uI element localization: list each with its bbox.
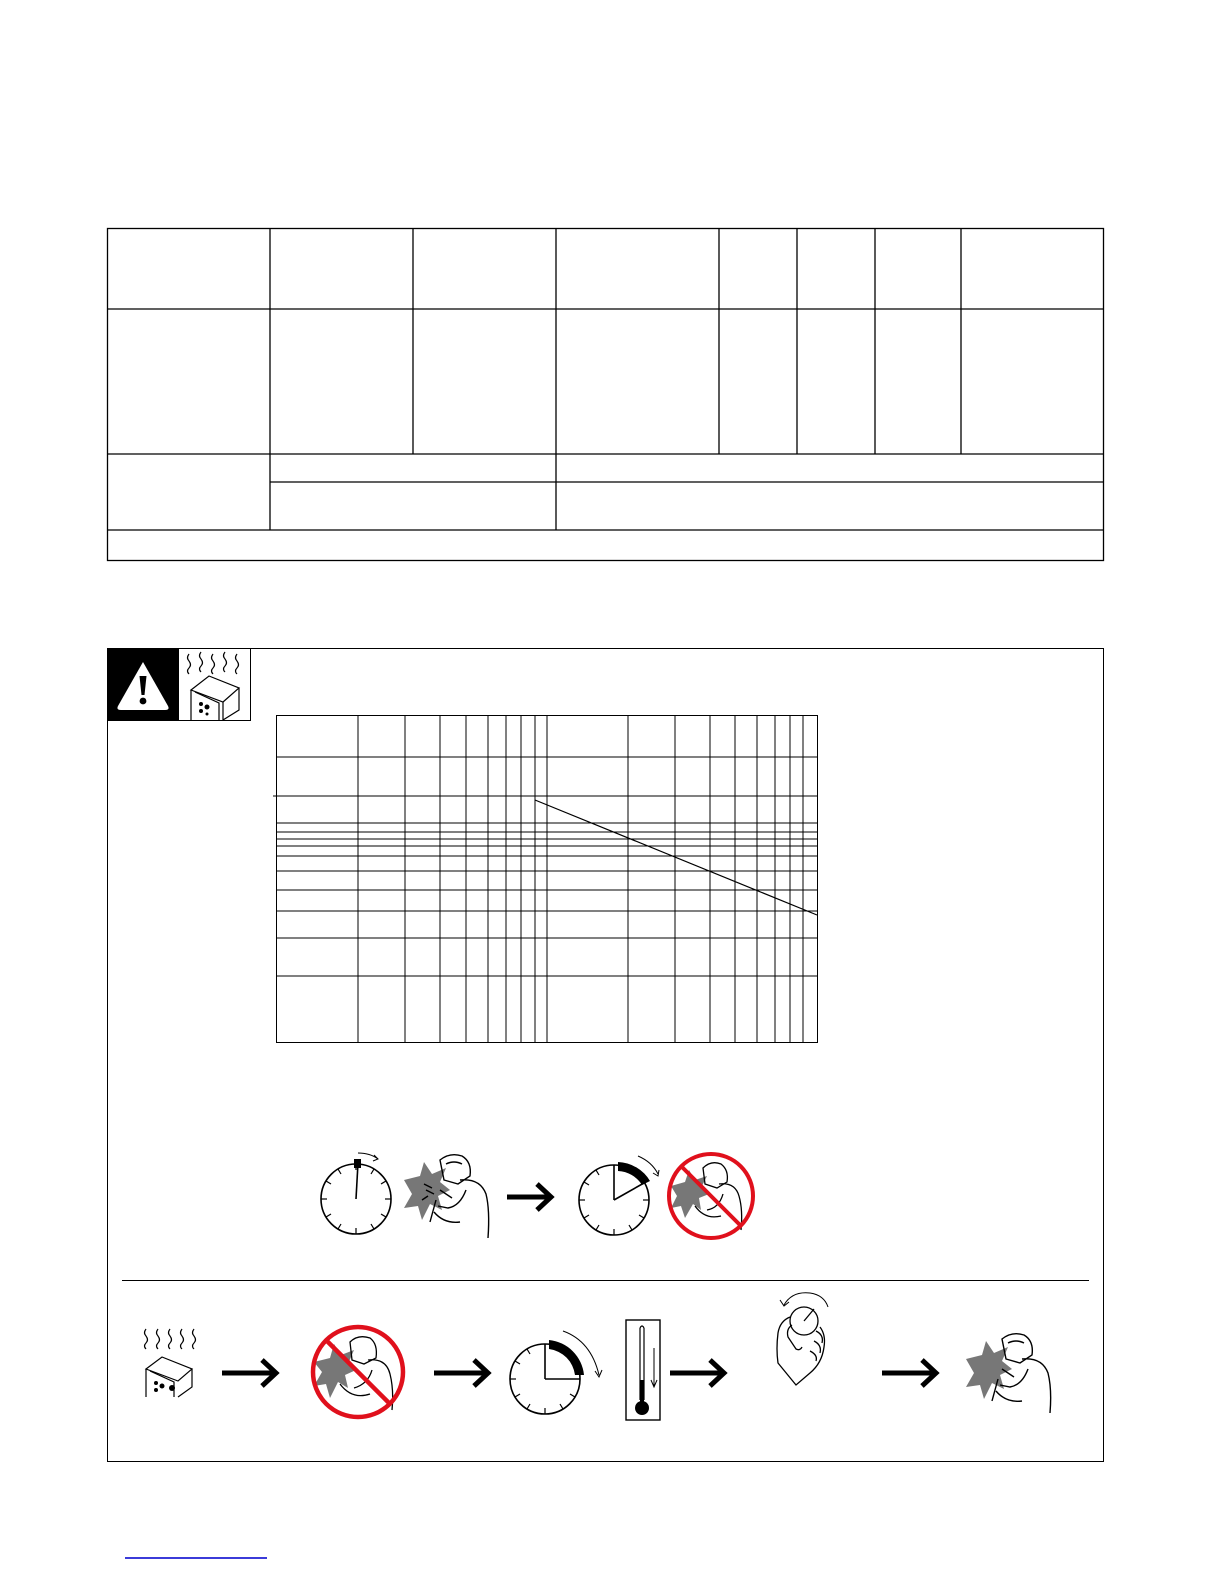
spec-table-grid <box>107 228 1104 561</box>
welder-prohibited-icon <box>665 1150 757 1242</box>
welder-prohibited-icon <box>308 1322 408 1422</box>
stopwatch-start-icon <box>318 1145 398 1240</box>
right-arrow-icon <box>432 1356 494 1390</box>
duty-cycle-chart <box>270 715 820 1045</box>
thermometer-falling-icon <box>624 1318 664 1423</box>
right-arrow-icon <box>505 1180 557 1214</box>
stopwatch-cooling-icon <box>507 1325 607 1420</box>
duty-cycle-chart-grid <box>270 715 820 1045</box>
reduce-setting-knob-icon <box>770 1287 840 1387</box>
right-arrow-icon <box>880 1356 942 1390</box>
warning-triangle-icon <box>107 648 179 721</box>
welder-welding-icon <box>962 1325 1057 1415</box>
stopwatch-rest-icon <box>576 1150 666 1240</box>
section-divider <box>122 1280 1089 1281</box>
footer-link-underline[interactable] <box>125 1557 267 1559</box>
hot-machine-icon <box>140 1325 200 1400</box>
hot-machine-icon <box>179 648 251 721</box>
welder-welding-icon <box>400 1150 495 1240</box>
right-arrow-icon <box>668 1356 730 1390</box>
spec-table <box>107 228 1104 561</box>
right-arrow-icon <box>220 1356 282 1390</box>
